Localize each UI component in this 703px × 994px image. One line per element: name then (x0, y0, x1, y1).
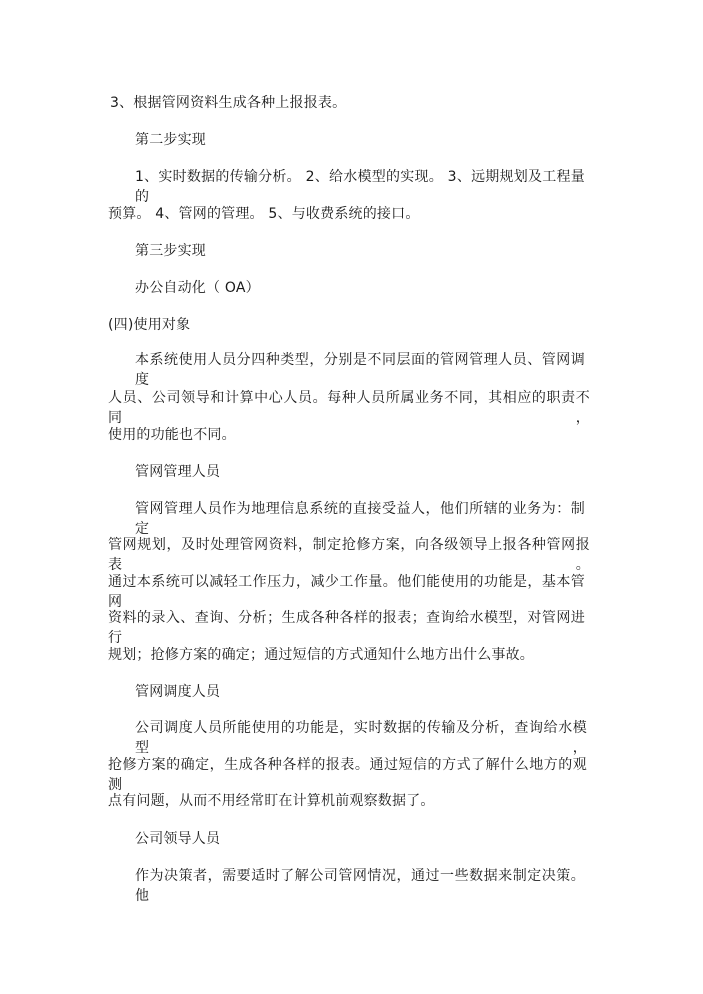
paragraph-line: 使用的功能也不同。 (108, 427, 236, 443)
paragraph-line: 通过本系统可以减轻工作压力，减少工作量。他们能使用的功能是，基本管网 (108, 574, 585, 610)
paragraph-line: 办公自动化（ OA） (135, 280, 260, 296)
paragraph-line: 抢修方案的确定，生成各种各样的报表。通过短信的方式了解什么地方的观测 (108, 757, 587, 793)
paragraph-line: 管网规划，及时处理管网资料，制定抢修方案，向各级领导上报各种管网报表。 (108, 537, 590, 573)
paragraph-line: 规划；抢修方案的确定；通过短信的方式通知什么地方出什么事故。 (108, 647, 534, 663)
section-heading: 公司领导人员 (135, 831, 221, 847)
section-heading: 管网调度人员 (135, 684, 221, 700)
section-heading: 第二步实现 (135, 132, 206, 148)
section-heading: 管网管理人员 (135, 464, 221, 480)
paragraph-line: 人员、公司领导和计算中心人员。每种人员所属业务不同，其相应的职责不同， (108, 390, 590, 426)
paragraph-line: 管网管理人员作为地理信息系统的直接受益人，他们所辖的业务为：制定 (135, 501, 585, 537)
section-heading: 第三步实现 (135, 243, 206, 259)
paragraph-line: 预算。 4、管网的管理。 5、与收费系统的接口。 (108, 206, 420, 222)
paragraph-line: 本系统使用人员分四种类型，分别是不同层面的管网管理人员、管网调度 (135, 352, 585, 388)
paragraph-line: 1、实时数据的传输分析。 2、给水模型的实现。 3、远期规划及工程量的 (135, 169, 585, 205)
section-heading: (四)使用对象 (108, 317, 191, 333)
paragraph-line: 3、根据管网资料生成各种上报报表。 (110, 95, 347, 111)
paragraph-line: 作为决策者，需要适时了解公司管网情况，通过一些数据来制定决策。他 (135, 868, 585, 904)
paragraph-line: 资料的录入、查询、分析；生成各种各样的报表；查询给水模型，对管网进行 (108, 610, 585, 646)
paragraph-line: 点有问题，从而不用经常盯在计算机前观察数据了。 (108, 793, 435, 809)
paragraph-line: 公司调度人员所能使用的功能是，实时数据的传输及分析，查询给水模型， (135, 720, 587, 756)
